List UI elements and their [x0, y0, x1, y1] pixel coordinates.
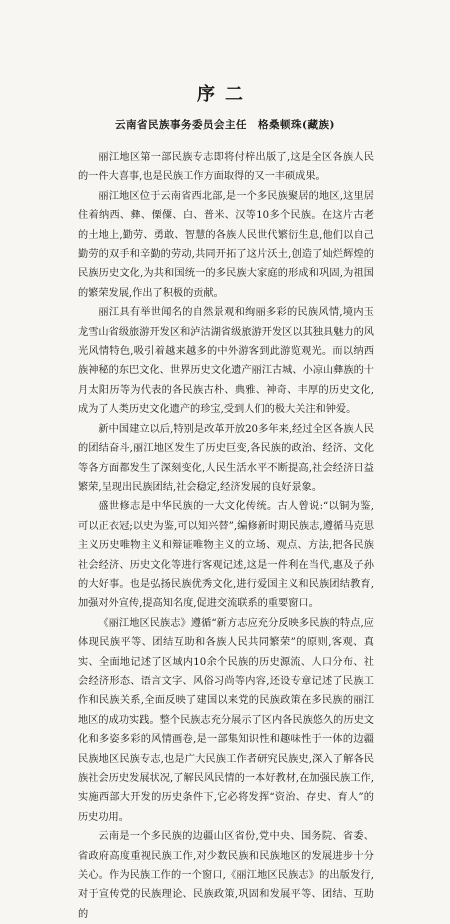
author-byline: 云南省民族事务委员会主任 格桑顿珠(藏族): [115, 119, 335, 131]
paragraph: 丽江具有举世闻名的自然景观和绚丽多彩的民族风情,境内玉龙雪山省级旅游开发区和泸沽湖省级旅游开发区以其独具魅力的风光风情特色,吸引着越来越多的中外游客到此游览观光。而以纳西族神秘的东巴文化、世界历史文化遗产丽江古城、小凉山彝族的十月太阳历等为代表的各民族古朴、典雅、神奇、丰厚的历史文化,成为了人类历史文化遗产的珍宝,受到人们的极大关注和钟爱。: [78, 307, 374, 416]
paragraph: 丽江地区位于云南省西北部,是一个多民族聚居的地区,这里居住着纳西、彝、傈僳、白、普米、汉等10多个民族。在这片古老的土地上,勤劳、勇敢、智慧的各族人民世代繁衍生息,他们以自己勤劳的双手和辛勤的劳动,共同开拓了这片沃土,创造了灿烂辉煌的民族历史文化,为共和国统一的多民族大家庭的形成和巩固,为祖国的繁荣发展,作出了积极的贡献。: [78, 190, 374, 299]
page-title: 序二: [197, 84, 253, 105]
paragraph: 丽江地区第一部民族专志即将付梓出版了,这是全区各族人民的一件大喜事,也是民族工作方面取得的又一丰硕成果。: [78, 152, 374, 183]
body-text: [78, 148, 374, 924]
paragraph: 盛世修志是中华民族的一大文化传统。古人曾说:“以铜为鉴,可以正衣冠;以史为鉴,可以知兴替”,编修新时期民族志,遵循马克思主义历史唯物主义和辩证唯物主义的立场、观点、方法,把各民族社会经济、历史文化等进行客观记述,这是一件利在当代,惠及子孙的大好事。也是弘扬民族优秀文化,进行爱国主义和民族团结教育,加强对外宣传,提高知名度,促进交流联系的重要窗口。: [78, 501, 374, 610]
paragraph: 《丽江地区民族志》遵循“新方志应充分反映多民族的特点,应体现民族平等、团结互助和各族人民共同繁荣”的原则,客观、真实、全面地记述了区域内10余个民族的历史源流、人口分布、社会经济形态、语言文字、风俗习尚等内容,还设专章记述了民族工作和民族关系,全面反映了建国以来党的民族政策在多民族的丽江地区的成功实践。整个民族志充分展示了区内各民族悠久的历史文化和多姿多彩的风情画卷,是一部集知识性和趣味性于一体的边疆民族地区民族专志,也是广大民族工作者研究民族史,深入了解各民族社会历史发展状况,了解民风民情的一本好教材,在加强民族工作,实施西部大开发的历史条件下,它必将发挥“资治、存史、育人”的历史功用。: [78, 617, 374, 823]
paragraph: 云南是一个多民族的边疆山区省份,党中央、国务院、省委、省政府高度重视民族工作,对少数民族和民族地区的发展进步十分关心。作为民族工作的一个窗口,《丽江地区民族志》的出版发行,对于宣传党的民族理论、民族政策,巩固和发展平等、团结、互助的: [78, 831, 374, 920]
paragraph: 新中国建立以后,特别是改革开放20多年来,经过全区各族人民的团结奋斗,丽江地区发生了历史巨变,各民族的政治、经济、文化等各方面都发生了深刻变化,人民生活水平不断提高,社会经济日益繁荣,呈现出民族团结,社会稳定,经济发展的良好景象。: [78, 423, 374, 493]
